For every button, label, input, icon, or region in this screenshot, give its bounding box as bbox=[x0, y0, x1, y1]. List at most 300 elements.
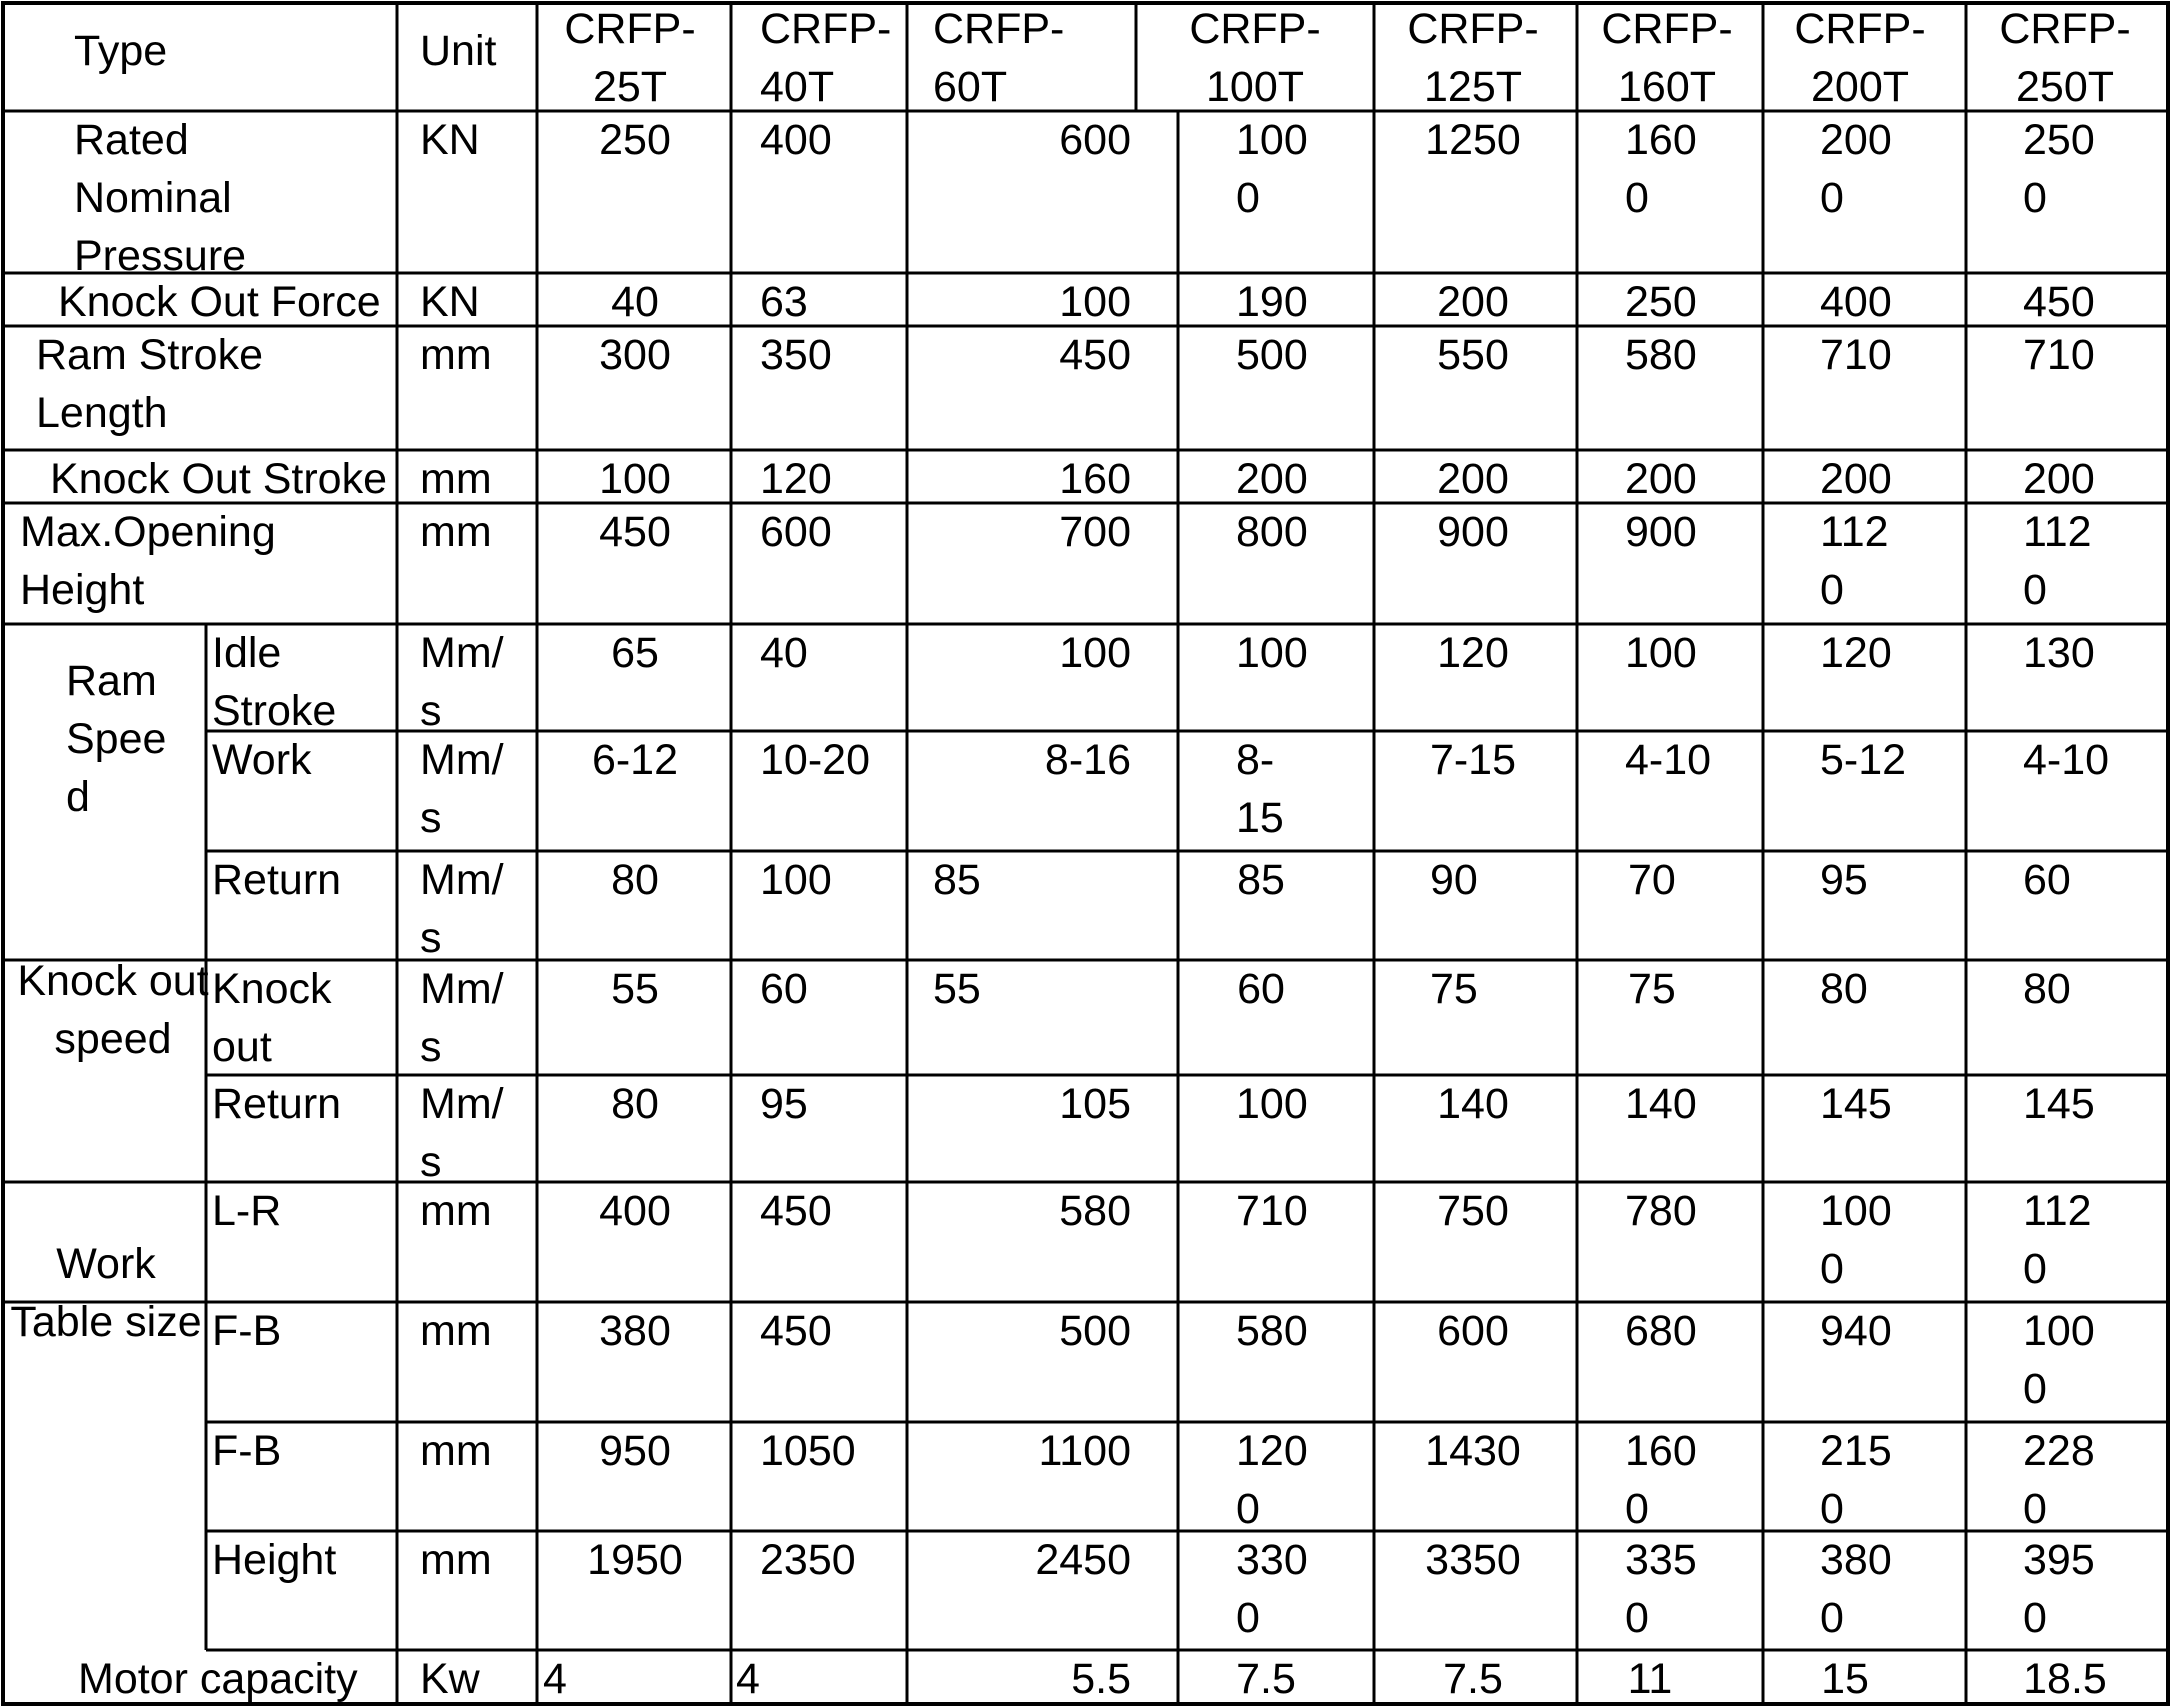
table-cell bbox=[611, 856, 659, 904]
table-cell bbox=[1437, 629, 1509, 677]
table-cell-line: 200 bbox=[1437, 455, 1509, 503]
row-label-line: Idle bbox=[212, 629, 282, 677]
table-cell-line: 10-20 bbox=[760, 736, 870, 784]
model-header-line: 250T bbox=[2015, 63, 2115, 111]
table-cell bbox=[1820, 116, 1892, 222]
table-cell-line: 700 bbox=[1059, 508, 1131, 556]
row-unit-line: Mm/ bbox=[420, 736, 504, 784]
model-header-line: 160T bbox=[1617, 63, 1717, 111]
row-label-line: out bbox=[212, 1023, 272, 1071]
table-cell bbox=[2023, 629, 2095, 677]
row-unit-line: mm bbox=[420, 1307, 492, 1355]
model-header-line: 100T bbox=[1205, 63, 1305, 111]
table-cell-line: 2350 bbox=[760, 1536, 856, 1584]
table-cell bbox=[1820, 331, 1892, 379]
table-cell-line: 80 bbox=[2023, 965, 2071, 1013]
table-cell-line: 400 bbox=[760, 116, 832, 164]
table-cell bbox=[599, 1307, 671, 1355]
table-cell-line: 100 bbox=[1236, 629, 1308, 677]
row-unit-line: s bbox=[420, 914, 442, 962]
table-cell bbox=[1059, 629, 1131, 677]
table-cell-line: 90 bbox=[1430, 856, 1478, 904]
table-cell bbox=[1236, 1187, 1308, 1235]
table-cell-line: 0 bbox=[2023, 1485, 2047, 1533]
table-cell bbox=[2023, 278, 2095, 326]
model-header bbox=[1999, 5, 2130, 111]
table-cell-line: 200 bbox=[1820, 116, 1892, 164]
table-cell bbox=[1820, 1080, 1892, 1128]
table-cell-line: 85 bbox=[1237, 856, 1285, 904]
table-cell-line: 0 bbox=[1625, 174, 1649, 222]
table-cell-line: 15 bbox=[1236, 794, 1284, 842]
row-unit-line: mm bbox=[420, 331, 492, 379]
row-label-line: Rated bbox=[74, 116, 189, 164]
model-header bbox=[933, 5, 1064, 111]
row-label bbox=[212, 965, 332, 1071]
row-unit-line: s bbox=[420, 1138, 442, 1186]
group-ram-speed-line: Spee bbox=[66, 715, 167, 763]
table-cell-line: 0 bbox=[1820, 566, 1844, 614]
table-cell bbox=[760, 736, 870, 784]
group-ram-speed-line: Ram bbox=[66, 657, 157, 705]
row-unit-line: Mm/ bbox=[420, 629, 504, 677]
table-cell bbox=[1430, 856, 1478, 904]
table-cell-line: 0 bbox=[1625, 1594, 1649, 1642]
table-cell bbox=[1820, 856, 1868, 904]
header-unit-line: Unit bbox=[420, 27, 497, 75]
table-cell-line: 450 bbox=[599, 508, 671, 556]
table-cell bbox=[1039, 1427, 1131, 1475]
table-cell-line: 100 bbox=[1820, 1187, 1892, 1235]
table-cell bbox=[1236, 508, 1308, 556]
group-knockout-speed-line: Knock out bbox=[17, 957, 209, 1005]
table-cell bbox=[1237, 856, 1285, 904]
table-cell-line: 200 bbox=[1820, 455, 1892, 503]
table-cell-line: 65 bbox=[611, 629, 659, 677]
table-cell-line: 112 bbox=[2023, 508, 2092, 556]
table-cell bbox=[1237, 965, 1285, 1013]
table-cell bbox=[1625, 331, 1697, 379]
table-cell bbox=[760, 629, 808, 677]
table-cell bbox=[1059, 455, 1131, 503]
table-cell bbox=[1059, 331, 1131, 379]
table-cell bbox=[592, 736, 678, 784]
table-cell-line: 400 bbox=[1820, 278, 1892, 326]
table-cell-line: 15 bbox=[1821, 1655, 1869, 1703]
row-label bbox=[212, 1080, 341, 1128]
table-cell-line: 60 bbox=[760, 965, 808, 1013]
table-cell bbox=[1059, 1187, 1131, 1235]
row-label bbox=[212, 1536, 336, 1584]
model-header bbox=[760, 5, 891, 111]
table-cell-line: 3350 bbox=[1425, 1536, 1521, 1584]
row-unit bbox=[420, 1536, 492, 1584]
table-cell-line: 4 bbox=[543, 1655, 567, 1703]
table-cell bbox=[611, 1080, 659, 1128]
table-cell bbox=[2023, 508, 2092, 614]
row-unit-line: mm bbox=[420, 1427, 492, 1475]
table-cell-line: 160 bbox=[1625, 116, 1697, 164]
table-cell-line: 335 bbox=[1625, 1536, 1697, 1584]
row-unit bbox=[420, 1080, 504, 1186]
table-cell-line: 55 bbox=[933, 965, 981, 1013]
table-cell bbox=[611, 629, 659, 677]
table-cell bbox=[611, 278, 659, 326]
table-cell-line: 1950 bbox=[587, 1536, 683, 1584]
table-cell bbox=[933, 965, 981, 1013]
table-cell-line: 120 bbox=[1437, 629, 1509, 677]
row-unit-line: mm bbox=[420, 455, 492, 503]
model-header-line: CRFP- bbox=[1601, 5, 1733, 53]
model-header bbox=[1189, 5, 1320, 111]
table-cell bbox=[1628, 1655, 1673, 1703]
table-cell bbox=[1236, 331, 1308, 379]
table-cell bbox=[599, 116, 671, 164]
row-label-line: L-R bbox=[212, 1187, 282, 1235]
row-label-line: Return bbox=[212, 856, 342, 904]
table-cell-line: 100 bbox=[760, 856, 832, 904]
table-cell bbox=[599, 1187, 671, 1235]
table-cell bbox=[1625, 455, 1697, 503]
table-cell-line: 160 bbox=[1059, 455, 1131, 503]
model-header-line: 40T bbox=[760, 63, 835, 111]
table-cell-line: 85 bbox=[933, 856, 981, 904]
row-unit bbox=[420, 736, 504, 842]
row-unit-line: KN bbox=[420, 116, 480, 164]
model-header-line: CRFP- bbox=[933, 5, 1065, 53]
table-cell bbox=[599, 331, 671, 379]
row-unit-line: mm bbox=[420, 1536, 492, 1584]
table-cell bbox=[1236, 1080, 1308, 1128]
table-cells bbox=[10, 5, 2130, 1703]
table-cell-line: 100 bbox=[1236, 1080, 1308, 1128]
table-cell bbox=[760, 278, 808, 326]
table-cell-line: 580 bbox=[1625, 331, 1697, 379]
table-cell bbox=[1625, 1536, 1697, 1642]
table-cell-line: 0 bbox=[1820, 1594, 1844, 1642]
table-cell bbox=[736, 1655, 760, 1703]
table-cell bbox=[1628, 965, 1676, 1013]
table-cell-line: 710 bbox=[1236, 1187, 1308, 1235]
table-cell-line: 120 bbox=[760, 455, 832, 503]
table-cell bbox=[1236, 1427, 1308, 1533]
table-cell bbox=[587, 1536, 683, 1584]
table-cell-line: 130 bbox=[2023, 629, 2095, 677]
row-label-line: Height bbox=[212, 1536, 337, 1584]
table-cell bbox=[1437, 331, 1509, 379]
row-label-line: F-B bbox=[212, 1427, 282, 1475]
row-label-line: Motor capacity bbox=[78, 1655, 358, 1703]
row-unit-line: KN bbox=[420, 278, 480, 326]
table-cell bbox=[599, 1427, 671, 1475]
table-cell bbox=[2023, 1307, 2095, 1413]
table-cell-line: 200 bbox=[1236, 455, 1308, 503]
table-cell-line: 100 bbox=[1059, 629, 1131, 677]
row-label bbox=[212, 856, 341, 904]
table-cell-line: 7.5 bbox=[1236, 1655, 1296, 1703]
table-cell bbox=[1059, 278, 1131, 326]
header-type-line: Type bbox=[74, 27, 168, 75]
table-cell-line: 5-12 bbox=[1820, 736, 1907, 784]
row-label-line: Return bbox=[212, 1080, 342, 1128]
row-label-line: Nominal bbox=[74, 174, 232, 222]
table-cell-line: 0 bbox=[1236, 174, 1260, 222]
table-cell-line: 80 bbox=[611, 1080, 659, 1128]
row-unit-line: Mm/ bbox=[420, 1080, 504, 1128]
table-cell-line: 1430 bbox=[1425, 1427, 1521, 1475]
table-cell bbox=[760, 965, 808, 1013]
table-cell bbox=[2023, 856, 2071, 904]
table-cell-line: 4-10 bbox=[2023, 736, 2110, 784]
table-cell-line: 140 bbox=[1625, 1080, 1697, 1128]
table-cell-line: 95 bbox=[760, 1080, 808, 1128]
table-cell bbox=[1425, 1536, 1521, 1584]
table-cell bbox=[1059, 1307, 1131, 1355]
group-knockout-speed bbox=[17, 957, 208, 1063]
table-cell bbox=[2023, 965, 2071, 1013]
table-cell-line: 450 bbox=[760, 1307, 832, 1355]
model-header-line: CRFP- bbox=[1794, 5, 1926, 53]
table-cell bbox=[1236, 736, 1284, 842]
table-cell-line: 0 bbox=[1820, 1485, 1844, 1533]
table-cell-line: 600 bbox=[1059, 116, 1131, 164]
table-cell bbox=[543, 1655, 567, 1703]
row-label bbox=[58, 278, 381, 326]
table-cell-line: 7-15 bbox=[1429, 736, 1517, 784]
table-cell bbox=[1625, 1080, 1697, 1128]
table-cell bbox=[760, 1427, 856, 1475]
row-label bbox=[212, 1427, 281, 1475]
group-work-table-line: Work bbox=[56, 1240, 156, 1288]
table-cell-line: 120 bbox=[1820, 629, 1892, 677]
row-unit bbox=[420, 1655, 481, 1703]
table-cell bbox=[760, 116, 832, 164]
table-cell bbox=[1236, 1536, 1308, 1642]
table-cell-line: 1250 bbox=[1425, 116, 1521, 164]
table-cell-line: 100 bbox=[1625, 629, 1697, 677]
table-cell bbox=[760, 455, 832, 503]
table-cell-line: 0 bbox=[2023, 1594, 2047, 1642]
row-label-line: Knock Out Stroke bbox=[50, 455, 387, 503]
model-header bbox=[1601, 5, 1732, 111]
row-unit bbox=[420, 455, 492, 503]
table-cell-line: 0 bbox=[2023, 1245, 2047, 1293]
table-cell-line: 900 bbox=[1625, 508, 1697, 556]
table-cell-line: 18.5 bbox=[2023, 1655, 2107, 1703]
table-cell-line: 395 bbox=[2023, 1536, 2095, 1584]
row-label-line: Knock bbox=[212, 965, 332, 1013]
table-cell-line: 0 bbox=[2023, 566, 2047, 614]
table-cell bbox=[1035, 1536, 1131, 1584]
table-cell-line: 250 bbox=[2023, 116, 2095, 164]
table-cell-line: 60 bbox=[1237, 965, 1285, 1013]
table-cell-line: 380 bbox=[599, 1307, 671, 1355]
model-header bbox=[564, 5, 695, 111]
table-cell-line: 950 bbox=[599, 1427, 671, 1475]
table-cell bbox=[2023, 736, 2109, 784]
table-cell bbox=[1625, 736, 1711, 784]
model-header-line: 60T bbox=[933, 63, 1008, 111]
table-cell-line: 600 bbox=[760, 508, 832, 556]
table-cell-line: 2450 bbox=[1035, 1536, 1131, 1584]
model-header bbox=[1407, 5, 1538, 111]
model-header-line: 25T bbox=[592, 63, 668, 111]
table-cell-line: 330 bbox=[1236, 1536, 1308, 1584]
table-cell-line: 145 bbox=[1820, 1080, 1892, 1128]
table-cell-line: 0 bbox=[1820, 1245, 1844, 1293]
table-cell-line: 300 bbox=[599, 331, 671, 379]
table-cell-line: 80 bbox=[611, 856, 659, 904]
row-unit-line: s bbox=[420, 794, 442, 842]
table-cell-line: 105 bbox=[1059, 1080, 1131, 1128]
table-cell-line: 100 bbox=[1236, 116, 1308, 164]
table-cell bbox=[1820, 455, 1892, 503]
group-knockout-speed-line: speed bbox=[54, 1015, 172, 1063]
table-cell-line: 1100 bbox=[1038, 1427, 1131, 1475]
table-cell-line: 400 bbox=[599, 1187, 671, 1235]
table-cell-line: 4-10 bbox=[1625, 736, 1712, 784]
table-cell-line: 380 bbox=[1820, 1536, 1892, 1584]
table-cell-line: 75 bbox=[1430, 965, 1478, 1013]
table-cell bbox=[2023, 1427, 2095, 1533]
table-cell-line: 0 bbox=[1625, 1485, 1649, 1533]
row-label bbox=[212, 1187, 281, 1235]
table-cell bbox=[760, 1187, 832, 1235]
table-cell bbox=[2023, 1536, 2095, 1642]
table-cell bbox=[1437, 508, 1509, 556]
table-cell bbox=[1820, 736, 1906, 784]
table-cell-line: 600 bbox=[1437, 1307, 1509, 1355]
row-label-line: F-B bbox=[212, 1307, 282, 1355]
row-unit bbox=[420, 856, 504, 962]
table-cell bbox=[1059, 116, 1131, 164]
table-cell bbox=[1236, 455, 1308, 503]
row-unit bbox=[420, 331, 492, 379]
table-cell-line: 140 bbox=[1437, 1080, 1509, 1128]
table-cell-line: 70 bbox=[1628, 856, 1676, 904]
table-cell-line: 80 bbox=[1820, 965, 1868, 1013]
row-unit bbox=[420, 508, 492, 556]
table-cell bbox=[1236, 629, 1308, 677]
table-cell bbox=[599, 455, 671, 503]
row-label bbox=[20, 508, 276, 614]
table-cell-line: 200 bbox=[1625, 455, 1697, 503]
row-label-line: Stroke bbox=[212, 687, 337, 735]
table-cell bbox=[1820, 278, 1892, 326]
table-cell bbox=[1437, 455, 1509, 503]
table-cell bbox=[1628, 856, 1676, 904]
table-cell-line: 710 bbox=[1820, 331, 1892, 379]
row-unit-line: s bbox=[420, 1023, 442, 1071]
table-cell-line: 800 bbox=[1236, 508, 1308, 556]
table-cell bbox=[2023, 331, 2095, 379]
table-cell-line: 250 bbox=[599, 116, 671, 164]
table-cell bbox=[1625, 629, 1697, 677]
table-cell bbox=[1430, 736, 1516, 784]
row-label bbox=[74, 116, 246, 280]
table-cell-line: 580 bbox=[1236, 1307, 1308, 1355]
table-cell bbox=[1625, 1427, 1697, 1533]
row-label-line: Height bbox=[20, 566, 145, 614]
row-unit-line: Mm/ bbox=[420, 856, 504, 904]
table-cell-line: 200 bbox=[2023, 455, 2095, 503]
table-cell bbox=[1820, 1427, 1892, 1533]
table-cell bbox=[1236, 278, 1308, 326]
table-cell-line: 100 bbox=[1059, 278, 1131, 326]
table-cell bbox=[1425, 1427, 1521, 1475]
table-cell bbox=[1437, 1307, 1509, 1355]
row-unit bbox=[420, 965, 504, 1071]
table-cell-line: 112 bbox=[1820, 508, 1889, 556]
table-cell-line: 100 bbox=[2023, 1307, 2095, 1355]
row-unit bbox=[420, 1187, 492, 1235]
table-cell bbox=[2023, 116, 2095, 222]
table-cell-line: 11 bbox=[1627, 1655, 1673, 1703]
table-cell bbox=[1059, 1080, 1131, 1128]
row-label bbox=[36, 331, 263, 437]
table-cell-line: 680 bbox=[1625, 1307, 1697, 1355]
table-cell bbox=[1045, 736, 1131, 784]
table-cell-line: 8- bbox=[1236, 736, 1275, 784]
table-cell-line: 5.5 bbox=[1071, 1655, 1131, 1703]
table-cell-line: 450 bbox=[1059, 331, 1131, 379]
table-cell bbox=[1236, 116, 1308, 222]
table-cell bbox=[1059, 508, 1131, 556]
row-label-line: Pressure bbox=[74, 232, 247, 280]
row-label-line: Max.Opening bbox=[20, 508, 276, 556]
table-cell bbox=[1625, 1187, 1697, 1235]
row-unit-line: s bbox=[420, 687, 442, 735]
table-cell-line: 450 bbox=[760, 1187, 832, 1235]
table-cell-line: 0 bbox=[2023, 174, 2047, 222]
row-label bbox=[212, 1307, 281, 1355]
table-cell-line: 580 bbox=[1059, 1187, 1131, 1235]
table-cell-line: 120 bbox=[1236, 1427, 1308, 1475]
row-unit bbox=[420, 629, 504, 735]
table-cell-line: 0 bbox=[1236, 1485, 1260, 1533]
table-cell bbox=[2023, 455, 2095, 503]
table-cell bbox=[760, 1536, 856, 1584]
model-header-line: CRFP- bbox=[1189, 5, 1321, 53]
table-cell-line: 100 bbox=[599, 455, 671, 503]
table-cell bbox=[2023, 1080, 2095, 1128]
table-cell bbox=[1820, 508, 1889, 614]
table-cell bbox=[1820, 629, 1892, 677]
model-header-line: 200T bbox=[1810, 63, 1910, 111]
table-cell-line: 250 bbox=[1625, 278, 1697, 326]
table-cell bbox=[1625, 508, 1697, 556]
table-cell bbox=[611, 965, 659, 1013]
table-cell bbox=[1430, 965, 1478, 1013]
table-cell-line: 95 bbox=[1820, 856, 1868, 904]
header-unit bbox=[420, 27, 497, 75]
table-cell-line: 60 bbox=[2023, 856, 2071, 904]
table-cell bbox=[2023, 1655, 2107, 1703]
table-cell-line: 550 bbox=[1437, 331, 1509, 379]
model-header-line: CRFP- bbox=[564, 5, 696, 53]
group-ram-speed-line: d bbox=[66, 773, 90, 821]
table-cell-line: 0 bbox=[1236, 1594, 1260, 1642]
table-cell bbox=[1625, 1307, 1697, 1355]
table-cell bbox=[760, 856, 832, 904]
table-cell-line: 160 bbox=[1625, 1427, 1697, 1475]
table-cell bbox=[1443, 1655, 1503, 1703]
table-cell bbox=[2023, 1187, 2092, 1293]
row-label bbox=[50, 455, 387, 503]
table-cell-line: 6-12 bbox=[591, 736, 679, 784]
table-cell bbox=[1236, 1655, 1296, 1703]
table-cell bbox=[599, 508, 671, 556]
